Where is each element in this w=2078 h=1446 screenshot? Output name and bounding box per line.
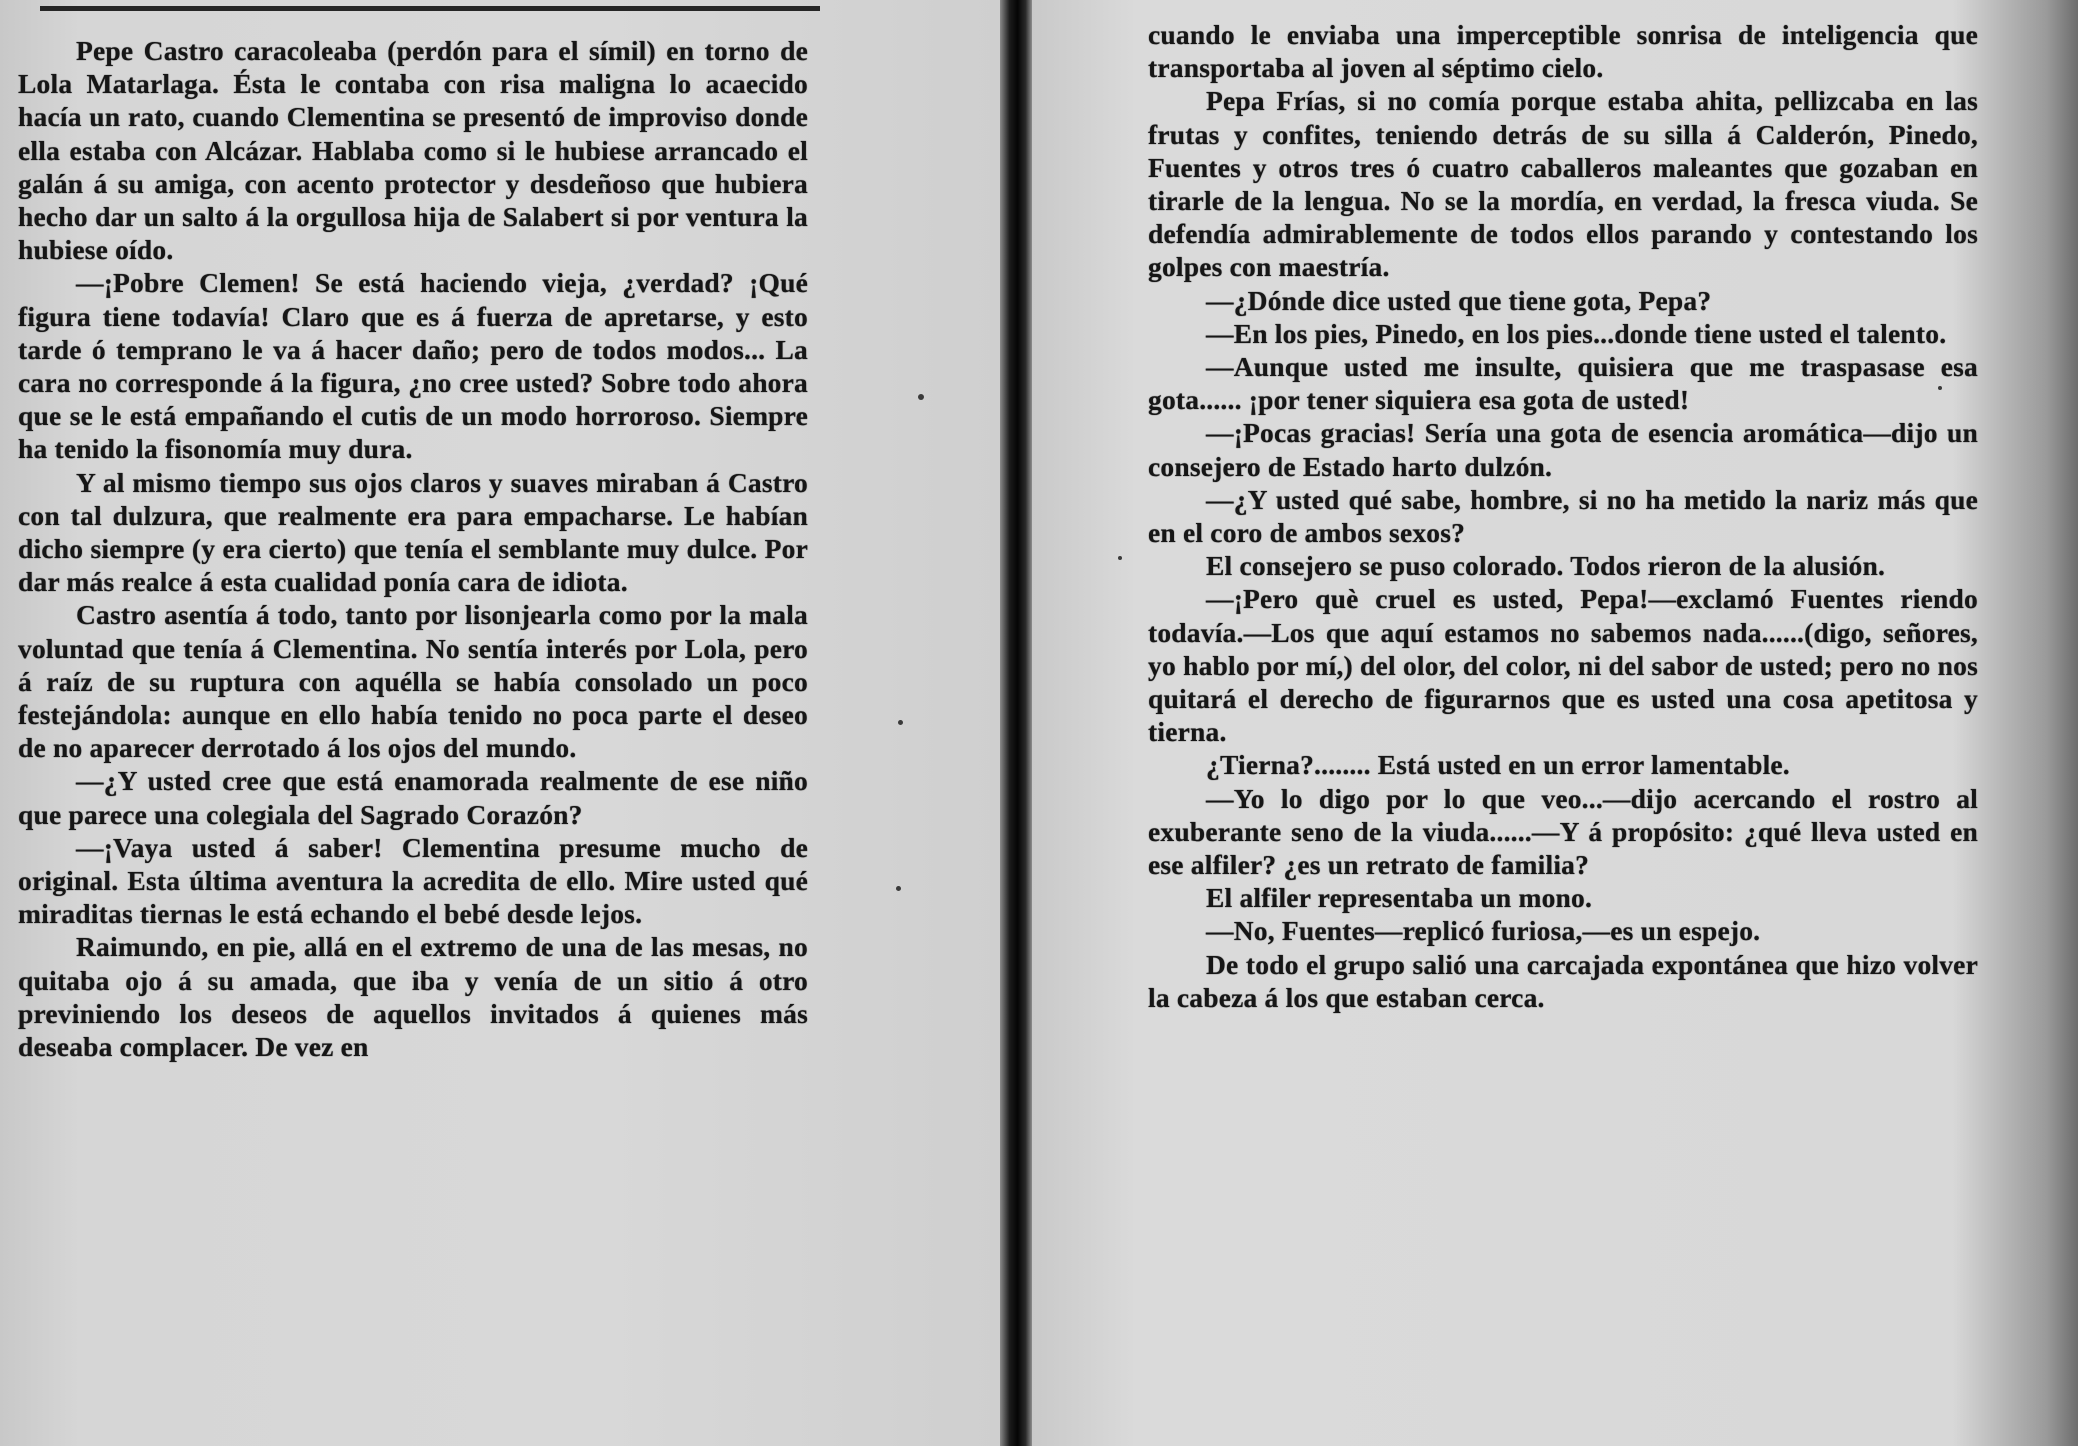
paragraph: —¿Dónde dice usted que tiene gota, Pepa? xyxy=(1206,284,1712,316)
paragraph: —Yo lo digo por lo que veo...—dijo acercando el rostro al exuberante seno de la viuda......—Y á propósito: ¿qué lleva usted en ese alfiler? ¿es un retrato de familia? xyxy=(1148,782,1978,881)
paragraph: El consejero se puso colorado. Todos rieron de la alusión. xyxy=(1206,550,1886,582)
paragraph: —¡Vaya usted á saber! Clementina presume mucho de original. Esta última aventura la acredita de ello. Mire usted qué miraditas tiernas le está echando el bebé desde lejos. xyxy=(18,831,808,930)
paragraph: —En los pies, Pinedo, en los pies...donde tiene usted el talento. xyxy=(1206,317,1947,349)
paragraph: —No, Fuentes—replicó furiosa,—es un espejo. xyxy=(1206,915,1761,947)
ink-speck xyxy=(1938,386,1942,390)
paragraph: De todo el grupo salió una carcajada expontánea que hizo volver la cabeza á los que estaban cerca. xyxy=(1148,948,1978,1013)
paragraph: Pepa Frías, si no comía porque estaba ahita, pellizcaba en las frutas y confites, teniendo detrás de su silla á Calderón, Pinedo, Fuentes y otros tres ó cuatro caballeros maleantes que gozaban en tirarle de la lengua. No se la mordía, en verdad, la fresca viuda. Se defendía admirablemente de todos ellos parando y contestando los golpes con maestría. xyxy=(1148,85,1978,283)
right-text-column xyxy=(1148,18,1978,1014)
paragraph: Raimundo, en pie, allá en el extremo de una de las mesas, no quitaba ojo á su amada, que iba y venía de un sitio á otro previniendo los deseos de aquellos invitados á quienes más deseaba complacer. De vez en xyxy=(18,931,808,1063)
paragraph: —Aunque usted me insulte, quisiera que me traspasase esa gota...... ¡por tener siquiera esa gota de usted! xyxy=(1148,351,1978,416)
ink-speck xyxy=(1118,556,1122,560)
paragraph: —¡Pocas gracias! Sería una gota de esencia aromática—dijo un consejero de Estado harto dulzón. xyxy=(1148,417,1978,482)
paragraph: —¿Y usted qué sabe, hombre, si no ha metido la nariz más que en el coro de ambos sexos? xyxy=(1148,483,1978,549)
ink-speck xyxy=(898,720,903,725)
right-page xyxy=(1032,0,2078,1446)
paragraph: Pepe Castro caracoleaba (perdón para el símil) en torno de Lola Matarlaga. Ésta le contaba con risa maligna lo acaecido hacía un rato, cuando Clementina se presentó de improviso donde ella estaba con Alcázar. Hablaba como si le hubiese arrancado el galán á su amiga, con acento protector y desdeñoso que hubiera hecho dar un salto á la orgullosa hija de Salabert si por ventura la hubiese oído. xyxy=(18,35,808,266)
paragraph: ¿Tierna?........ Está usted en un error lamentable. xyxy=(1206,749,1790,781)
paragraph: —¿Y usted cree que está enamorada realmente de ese niño que parece una colegiala del Sagrado Corazón? xyxy=(18,765,808,830)
left-page xyxy=(0,0,1000,1446)
ink-speck xyxy=(896,886,901,891)
paragraph: —¡Pobre Clemen! Se está haciendo vieja, ¿verdad? ¡Qué figura tiene todavía! Claro que es á fuerza de apretarse, y esto tarde ó temprano le va á hacer daño; pero de todos modos... La cara no corresponde á la figura, ¿no cree usted? Sobre todo ahora que se le está empañando el cutis de un modo horroroso. Siempre ha tenido la fisonomía muy dura. xyxy=(18,267,808,465)
ink-speck xyxy=(918,394,924,400)
paragraph: —¡Pero què cruel es usted, Pepa!—exclamó Fuentes riendo todavía.—Los que aquí estamos no sabemos nada......(digo, señores, yo hablo por mí,) del olor, del color, ni del sabor de usted; pero no nos quitará el derecho de figurarnos que es usted una cosa apetitosa y tierna. xyxy=(1148,583,1978,748)
paragraph: El alfiler representaba un mono. xyxy=(1206,882,1593,914)
paragraph: Y al mismo tiempo sus ojos claros y suaves miraban á Castro con tal dulzura, que realmente era para empacharse. Le habían dicho siempre (y era cierto) que tenía el semblante muy dulce. Por dar más realce á esta cualidad ponía cara de idiota. xyxy=(18,466,808,598)
header-rule xyxy=(40,6,820,11)
paragraph-continuation: cuando le enviaba una imperceptible sonrisa de inteligencia que transportaba al joven al séptimo cielo. xyxy=(1148,19,1978,84)
paragraph: Castro asentía á todo, tanto por lisonjearla como por la mala voluntad que tenía á Clementina. No sentía interés por Lola, pero á raíz de su ruptura con aquélla se había consolado un poco festejándola: aunque en ello había tenido no poca parte el deseo de no aparecer derrotado á los ojos del mundo. xyxy=(18,599,808,764)
left-text-column xyxy=(18,34,808,1063)
book-gutter xyxy=(1000,0,1032,1446)
